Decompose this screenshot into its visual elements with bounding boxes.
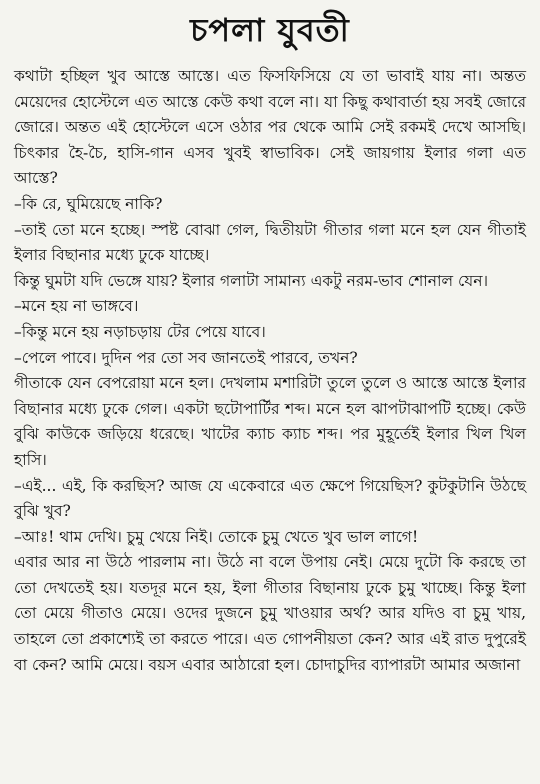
paragraph: এবার আর না উঠে পারলাম না। উঠে না বলে উপায় নেই। মেয়ে দুটো কি করছে তা তো দেখতেই হয়। যতদূর মনে হয়, ইলা গীতার বিছানায় ঢুকে চুমু খাচ্ছে। কিন্তু ইলা তো মেয়ে গীতাও মেয়ে। ওদের দুজনে চুমু খাওয়ার অর্থ? আর যদিও বা চুমু খায়, তাহলে তো প্রকাশ্যেই তা করতে পারে। এত গোপনীয়তা কেন? আর এই রাত দুপুরেই বা কেন? আমি মেয়ে। বয়স এবার আঠারো হল। চোদাচুদির ব্যাপারটা আমার অজানা	[14, 553, 526, 674]
dialogue-line: –তাই তো মনে হচ্ছে। স্পষ্ট বোঝা গেল, দ্বিতীয়টা গীতার গলা মনে হল যেন গীতাই ইলার বিছানার মধ্যে ঢুকে যাচ্ছে।	[14, 220, 526, 265]
paragraph: গীতাকে যেন বেপরোয়া মনে হল। দেখলাম মশারিটা তুলে তুলে ও আস্তে আস্তে ইলার বিছানার মধ্যে ঢুকে গেল। একটা ছটোপার্টির শব্দ। মনে হল ঝাপটাঝাপটি হচ্ছে। কেউ বুঝি কাউকে জড়িয়ে ধরেছে। খাটের ক্যাচ ক্যাচ শব্দ। পর মুহূর্তেই ইলার খিল খিল হাসি।	[14, 374, 526, 469]
dialogue-line: –পেলে পাবে। দুদিন পর তো সব জানতেই পারবে, তখন?	[14, 348, 358, 367]
dialogue-line: –এই... এই, কি করছিস? আজ যে একেবারে এত ক্ষেপে গিয়েছিস? কুটকুটানি উঠছে বুঝি খুব?	[14, 476, 526, 521]
story-body	[14, 64, 526, 678]
paragraph: কথাটা হচ্ছিল খুব আস্তে আস্তে। এত ফিসফিসিয়ে যে তা ভাবাই যায় না। অন্তত মেয়েদের হোস্টেলে এত আস্তে কেউ কথা বলে না। যা কিছু কথাবার্তা হয় সবই জোরে জোরে। অন্তত এই হোস্টেলে এসে ওঠার পর থেকে আমি সেই রকমই দেখে আসছি। চিৎকার হৈ-চৈ, হাসি-গান এসব খুবই স্বাভাবিক। সেই জায়গায় ইলার গলা এত আস্তে?	[14, 67, 526, 188]
dialogue-line: –আঃ! থাম দেখি। চুমু খেয়ে নিই। তোকে চুমু খেতে খুব ভাল লাগে!	[14, 527, 419, 546]
dialogue-line: –মনে হয় না ভাঙ্গবে।	[14, 297, 139, 316]
dialogue-line: –কিন্তু মনে হয় নড়াচড়ায় টের পেয়ে যাবে।	[14, 322, 266, 341]
dialogue-line: –কি রে, ঘুমিয়েছে নাকি?	[14, 194, 163, 213]
paragraph: কিন্তু ঘুমটা যদি ভেঙ্গে যায়? ইলার গলাটা সামান্য একটু নরম-ভাব শোনাল যেন।	[14, 271, 488, 290]
page-title: চপলা যুবতী	[190, 11, 350, 49]
